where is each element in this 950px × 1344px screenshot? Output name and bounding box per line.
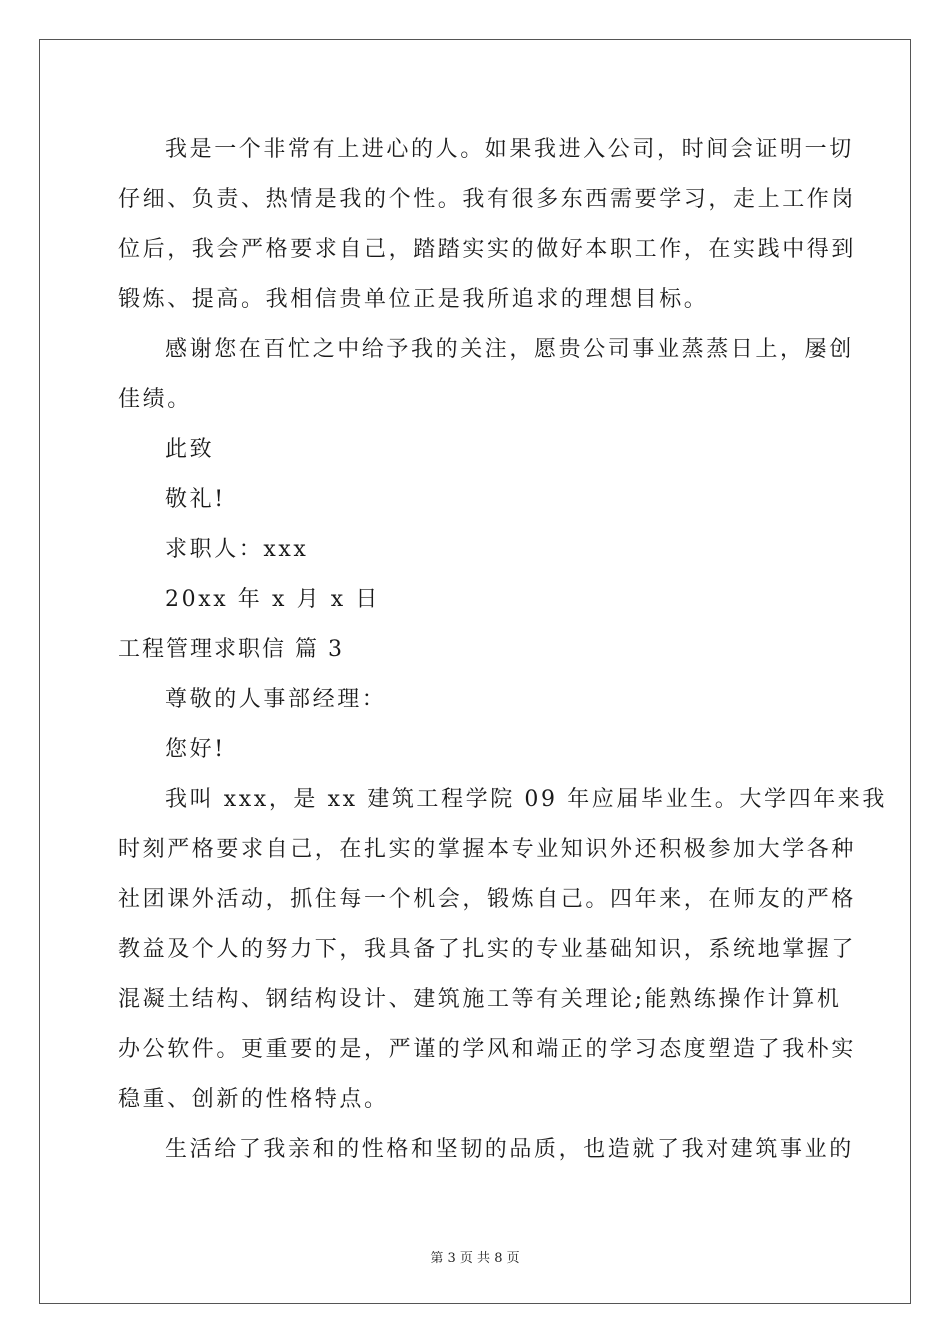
closing-line: 此致 (165, 437, 215, 462)
paragraph-line: 感谢您在百忙之中给予我的关注，愿贵公司事业蒸蒸日上，屡创 (165, 337, 854, 362)
signature-line: 求职人：xxx (165, 537, 309, 562)
greeting-line: 您好! (165, 737, 226, 762)
greeting-line: 尊敬的人事部经理： (165, 687, 387, 712)
paragraph-line: 混凝土结构、钢结构设计、建筑施工等有关理论;能熟练操作计算机 (118, 987, 842, 1012)
date-line: 20xx 年 x 月 x 日 (165, 587, 380, 612)
paragraph-line: 时刻严格要求自己，在扎实的掌握本专业知识外还积极参加大学各种 (118, 837, 857, 862)
paragraph-line: 教益及个人的努力下，我具备了扎实的专业基础知识，系统地掌握了 (118, 937, 857, 962)
paragraph-line: 佳绩。 (118, 387, 192, 412)
paragraph-line: 位后，我会严格要求自己，踏踏实实的做好本职工作，在实践中得到 (118, 237, 857, 262)
paragraph-line: 社团课外活动，抓住每一个机会，锻炼自己。四年来，在师友的严格 (118, 887, 857, 912)
paragraph-line: 仔细、负责、热情是我的个性。我有很多东西需要学习，走上工作岗 (118, 187, 857, 212)
salutation-line: 敬礼! (165, 487, 226, 512)
paragraph-line: 稳重、创新的性格特点。 (118, 1087, 389, 1112)
paragraph-line: 生活给了我亲和的性格和坚韧的品质，也造就了我对建筑事业的 (165, 1137, 854, 1162)
page-border (39, 39, 911, 1304)
paragraph-line: 锻炼、提高。我相信贵单位正是我所追求的理想目标。 (118, 287, 709, 312)
page-number-footer: 第 3 页 共 8 页 (430, 1251, 520, 1266)
paragraph-line: 办公软件。更重要的是，严谨的学风和端正的学习态度塑造了我朴实 (118, 1037, 857, 1062)
paragraph-line: 我是一个非常有上进心的人。如果我进入公司，时间会证明一切 (165, 137, 854, 162)
paragraph-line: 我叫 xxx，是 xx 建筑工程学院 09 年应届毕业生。大学四年来我 (165, 787, 887, 812)
section-heading: 工程管理求职信 篇 3 (118, 637, 344, 662)
